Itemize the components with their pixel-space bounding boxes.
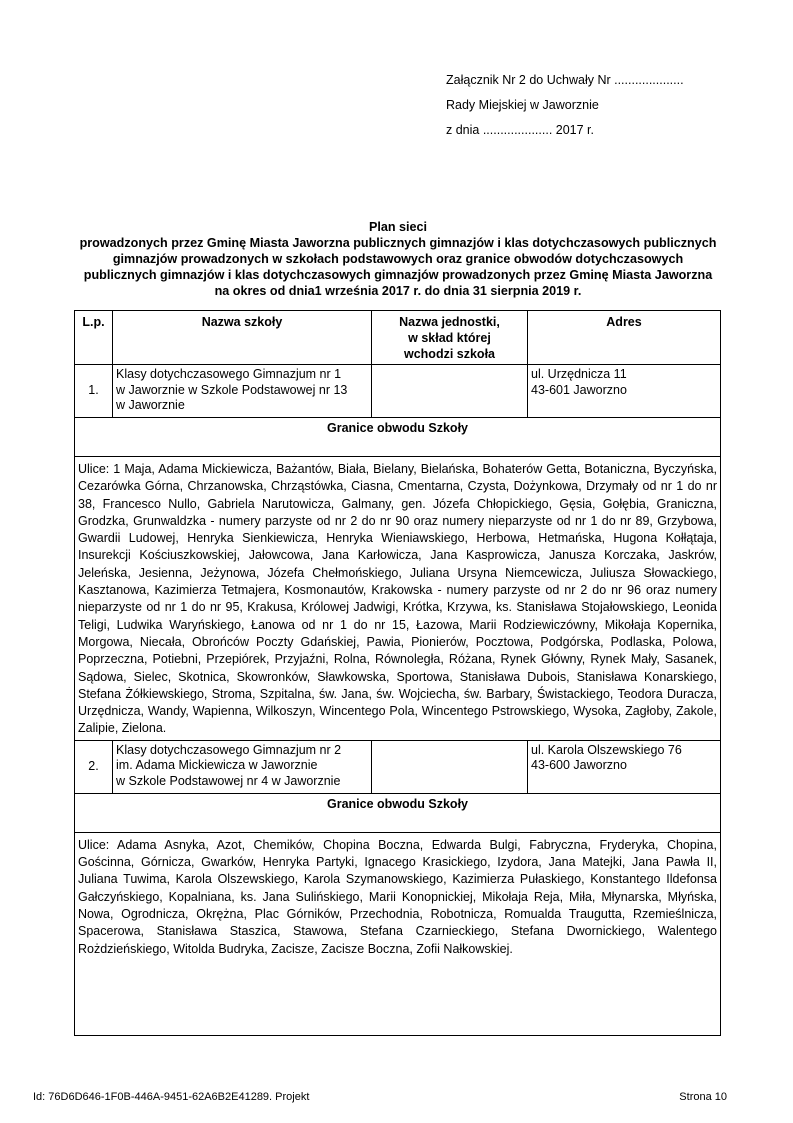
- header-unit: [372, 311, 528, 365]
- district-streets-row: [75, 457, 721, 741]
- row-lp: 1.: [75, 365, 113, 418]
- district-label: Granice obwodu Szkoły: [75, 793, 721, 832]
- district-streets: Ulice: 1 Maja, Adama Mickiewicza, Bażantów, Biała, Bielany, Bielańska, Bohaterów Getta, Botaniczna, Byczyńska, Cezarówka Górna, Chrzanowska, Chrząstówka, Ciasna, Cmentarna, Czysta, Dożynkowa, Drzymały od nr 1 do nr 38, Francesco Nullo, Gabriela Narutowicza, Galmany, gen. Józefa Chłopickiego, Gęsia, Gołębia, Graniczna, Grodzka, Grunwaldzka - numery parzyste od nr 2 do nr 90 oraz numery nieparzyste od nr 1 do nr 89, Grzybowa, Gwardii Ludowej, Henryka Sienkiewicza, Henryka Wieniawskiego, Herbowa, Hetmańska, Hugona Kołłątaja, Insurekcji Kościuszkowskiej, Jałowcowa, Jana Karłowicza, Jana Kasprowicza, Janusza Korczaka, Jaskrów, Jeleńska, Jesienna, Jeżynowa, Józefa Chełmońskiego, Juliana Ursyna Niemcewicza, Juliusza Słowackiego, Kasztanowa, Kazimierza Tetmajera, Kosmonautów, Krakowska - numery parzyste od nr 2 do nr 96 oraz numery nieparzyste od nr 1 do nr 95, Krakusa, Królowej Jadwigi, Krótka, Krzywa, ks. Stanisława Stojałowskiego, Leonida Teligi, Ludwika Waryńskiego, Łanowa od nr 1 do nr 15, Łazowa, Marii Rodziewiczówny, Mikołaja Kopernika, Morgowa, Niecała, Obrońców Poczty Gdańskiej, Pawia, Pionierów, Pocztowa, Podgórska, Podlaska, Polowa, Poprzeczna, Potiebni, Przepiórek, Przyjaźni, Rolna, Równoległa, Różana, Rynek Główny, Rynek Mały, Sasanek, Sądowa, Sielec, Skotnica, Skowronków, Sławkowska, Sportowa, Stanisława Dubois, Stanisława Konarskiego, Stefana Żółkiewskiego, Stroma, Szpitalna, św. Jana, św. Wojciecha, św. Barbary, Świstackiego, Teodora Duracza, Urzędnicza, Wandy, Wapienna, Wilkoszyn, Wincentego Pola, Wincentego Pstrowskiego, Wysoka, Zagłoby, Zakole, Zalipie, Zielona.: [75, 457, 721, 741]
- council-name: Rady Miejskiej w Jaworznie: [446, 98, 599, 112]
- district-streets-row: [75, 832, 721, 1035]
- address-city: 43-600 Jaworzno: [531, 758, 627, 773]
- table-row: [75, 740, 721, 793]
- school-name-line-3: w Jaworznie: [116, 398, 185, 412]
- title-heading: Plan sieci: [368, 220, 428, 234]
- document-title: [78, 219, 718, 299]
- header-school-name: Nazwa szkoły: [113, 311, 372, 365]
- district-streets: Ulice: Adama Asnyka, Azot, Chemików, Chopina Boczna, Edwarda Bulgi, Fabryczna, Fryderyka, Chopina, Gościnna, Górnicza, Gwarków, Henryka Partyki, Ignacego Krasickiego, Izydora, Jana Matejki, Jana Pawła II, Juliana Tuwima, Karola Olszewskiego, Karola Szymanowskiego, Kazimierza Pułaskiego, Konstantego Ildefonsa Gałczyńskiego, Kopalniana, ks. Jana Sulińskiego, Marii Konopnickiej, Mikołaja Reja, Miła, Młynarska, Młyńska, Nowa, Ogrodnicza, Okrężna, Plac Górników, Przechodnia, Robotnicza, Romualda Traugutta, Rzemieślnicza, Spacerowa, Stanisława Staszica, Stawowa, Stefana Czarnieckiego, Stefana Dwornickiego, Walentego Rożdzieńskiego, Witolda Budryka, Zacisze, Zacisze Boczna, Zofii Nałkowskiej.: [75, 832, 721, 1035]
- row-address: [528, 365, 721, 418]
- address-city: 43-601 Jaworzno: [531, 382, 627, 397]
- attachment-number: Załącznik Nr 2 do Uchwały Nr ....................: [446, 73, 684, 87]
- page-number: Strona 10: [679, 1091, 727, 1103]
- district-label-row: [75, 793, 721, 832]
- table-row: [75, 365, 721, 418]
- header-unit-line-2: w skład której: [408, 331, 491, 345]
- school-name-line-1: Klasy dotychczasowego Gimnazjum nr 2: [116, 742, 342, 757]
- district-label-row: [75, 418, 721, 457]
- school-network-table: [74, 310, 721, 1036]
- school-name-line-3: w Szkole Podstawowej nr 4 w Jaworznie: [116, 773, 341, 788]
- table-header-row: [75, 311, 721, 365]
- row-unit: [372, 365, 528, 418]
- attachment-header: [446, 71, 684, 146]
- school-name-line-1: Klasy dotychczasowego Gimnazjum nr 1: [116, 367, 342, 381]
- resolution-date: z dnia .................... 2017 r.: [446, 123, 594, 137]
- school-name-line-2: w Jaworznie w Szkole Podstawowej nr 13: [116, 382, 348, 397]
- title-description: prowadzonych przez Gminę Miasta Jaworzna publicznych gimnazjów i klas dotychczasowych publicznych gimnazjów prowadzonych w szkołach podstawowych oraz granice obwodów dotychczasowych publicznych gimnazjów i klas dotychczasowych gimnazjów prowadzonych przez Gminę Miasta Jaworzna na okres od dnia1 września 2017 r. do dnia 31 sierpnia 2019 r.: [79, 236, 717, 298]
- district-label: Granice obwodu Szkoły: [75, 418, 721, 457]
- header-unit-line-1: Nazwa jednostki,: [399, 315, 500, 329]
- address-street: ul. Karola Olszewskiego 76: [531, 742, 682, 757]
- row-school-name: [113, 365, 372, 418]
- row-address: [528, 740, 721, 793]
- document-id: Id: 76D6D646-1F0B-446A-9451-62A6B2E41289. Projekt: [33, 1091, 310, 1103]
- header-lp: L.p.: [75, 311, 113, 365]
- school-name-line-2: im. Adama Mickiewicza w Jaworznie: [116, 758, 318, 773]
- header-address: Adres: [528, 311, 721, 365]
- header-unit-line-3: wchodzi szkoła: [404, 347, 495, 361]
- row-school-name: [113, 740, 372, 793]
- row-lp: 2.: [75, 740, 113, 793]
- row-unit: [372, 740, 528, 793]
- address-street: ul. Urzędnicza 11: [531, 367, 627, 381]
